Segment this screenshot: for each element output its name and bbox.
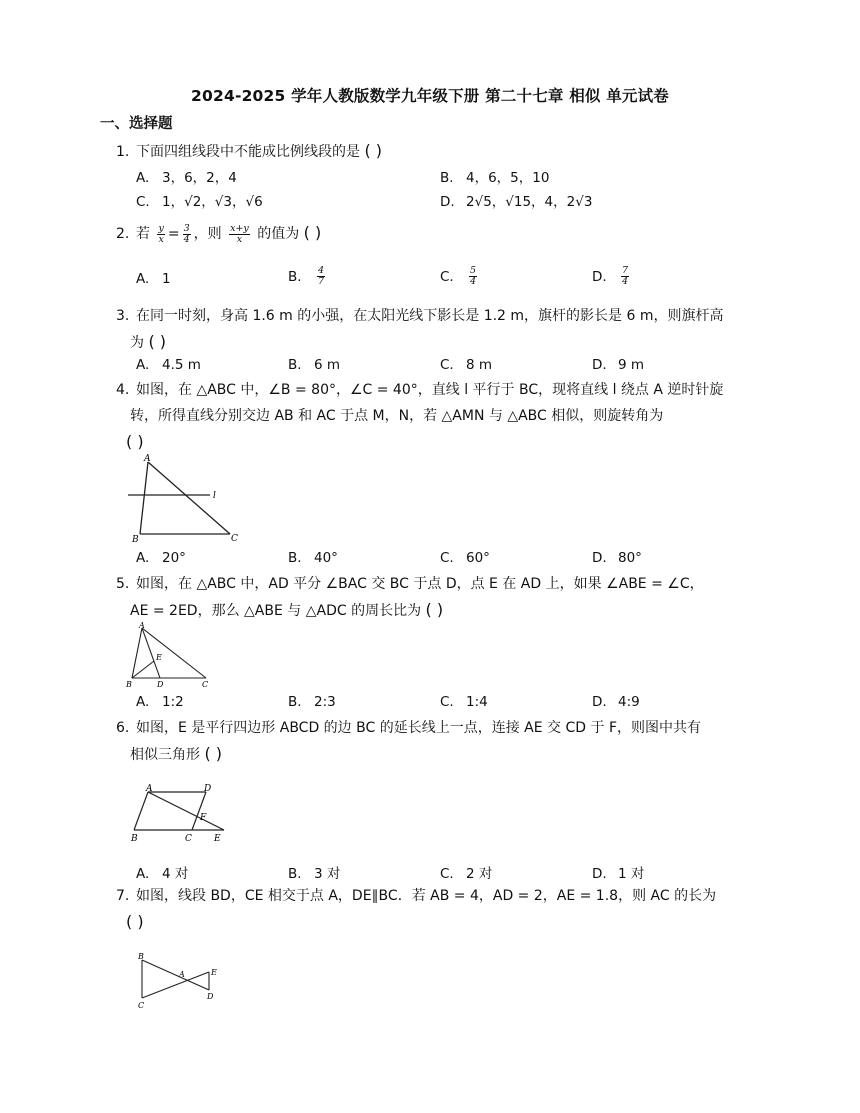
option-a[interactable]: A. 20° <box>136 550 186 566</box>
option-d[interactable]: D. 80° <box>592 550 642 566</box>
option-c[interactable]: C. 8 m <box>440 357 493 373</box>
question-text: 下面四组线段中不能成比例线段的是 <box>136 144 360 160</box>
label-f: F <box>200 813 207 823</box>
label-a: A <box>144 454 151 464</box>
fraction-xy-over-x: $\frac{x+y}{x}$ <box>230 222 249 245</box>
figure-q6-parallelogram <box>128 780 232 844</box>
option-d[interactable]: D. $\frac{7}{4}$ <box>592 265 629 287</box>
section-heading: 一、选择题 <box>100 116 173 132</box>
label-b: B <box>138 952 144 961</box>
option-a[interactable]: A. 3，6，2，4 <box>136 170 237 186</box>
option-a[interactable]: A. 1 <box>136 271 171 287</box>
question-number: 5. <box>116 576 130 592</box>
question-number: 6. <box>116 720 130 736</box>
option-b[interactable]: B. 4，6，5，10 <box>440 170 550 186</box>
label-b: B <box>132 535 139 544</box>
option-b[interactable]: B. 3 对 <box>288 866 341 882</box>
fraction-y-over-x: $\frac{y}{x}$ <box>158 222 164 245</box>
label-d: D <box>204 784 212 794</box>
answer-blank: ( ) <box>364 141 383 160</box>
option-a[interactable]: A. 1:2 <box>136 694 184 710</box>
label-e: E <box>211 968 217 977</box>
option-c[interactable]: C. 1，√2，√3，√6 <box>136 194 263 210</box>
question-number: 2. <box>116 226 130 242</box>
question-number: 4. <box>116 382 130 398</box>
label-c: C <box>185 834 192 844</box>
label-c: C <box>202 680 209 689</box>
question-6: 6. 如图，E 是平行四边形 ABCD 的边 BC 的延长线上一点，连接 AE 交 CD 于 F，则图中共有 相似三角形 ( ) <box>116 715 766 768</box>
option-b[interactable]: B. 40° <box>288 550 338 566</box>
answer-blank: ( ) <box>425 600 444 619</box>
label-l: l <box>213 491 216 501</box>
label-c: C <box>138 1001 145 1010</box>
figure-q7-crossing <box>132 948 224 1012</box>
label-b: B <box>126 680 132 689</box>
option-b[interactable]: B. 6 m <box>288 357 341 373</box>
label-b: B <box>131 834 138 844</box>
option-a[interactable]: A. 4.5 m <box>136 357 201 373</box>
figure-q4-triangle <box>126 452 246 544</box>
option-d[interactable]: D. 4:9 <box>592 694 640 710</box>
option-c[interactable]: C. 1:4 <box>440 694 488 710</box>
question-3: 3. 在同一时刻，身高 1.6 m 的小强，在太阳光线下影长是 1.2 m，旗杆的影长是 6 m，则旗杆高 为 ( ) <box>116 303 766 356</box>
label-e: E <box>156 653 162 662</box>
option-c[interactable]: C. 2 对 <box>440 866 493 882</box>
option-c[interactable]: C. 60° <box>440 550 490 566</box>
answer-blank: ( ) <box>303 223 322 242</box>
question-2: 2. 若 $\frac{y}{x}$ = $\frac{3}{4}$ ，则 $\frac{x+y}{x}$ 的值为 ( ) <box>116 220 766 247</box>
question-4: 4. 如图，在 △ABC 中，∠B = 80°，∠C = 40°，直线 l 平行于 BC，现将直线 l 绕点 A 逆时针旋 转，所得直线分别交边 AB 和 AC 于点 M，N，若 △AMN 与 △ABC 相似，则旋转角为 ( ) <box>116 377 766 456</box>
question-5: 5. 如图，在 △ABC 中，AD 平分 ∠BAC 交 BC 于点 D，点 E 在 AD 上，如果 ∠ABE = ∠C， AE = 2ED，那么 △ABE 与 △ADC 的周长比为 ( ) <box>116 571 766 624</box>
option-a[interactable]: A. 4 对 <box>136 866 189 882</box>
label-d: D <box>207 992 214 1001</box>
option-d[interactable]: D. 9 m <box>592 357 645 373</box>
answer-blank: ( ) <box>126 432 144 451</box>
answer-blank: ( ) <box>126 912 144 931</box>
label-e: E <box>214 834 221 844</box>
question-number: 3. <box>116 308 130 324</box>
option-d[interactable]: D. 2√5，√15，4，2√3 <box>440 194 593 210</box>
question-7: 7. 如图，线段 BD，CE 相交于点 A，DE∥BC．若 AB = 4，AD = 2，AE = 1.8，则 AC 的长为 ( ) <box>116 883 766 936</box>
option-d[interactable]: D. 1 对 <box>592 866 645 882</box>
answer-blank: ( ) <box>148 332 167 351</box>
label-a: A <box>179 970 185 979</box>
figure-q5-triangle <box>124 620 216 690</box>
label-c: C <box>231 534 238 544</box>
label-a: A <box>146 784 153 794</box>
label-d: D <box>157 680 164 689</box>
page-title: 2024-2025 学年人教版数学九年级下册 第二十七章 相似 单元试卷 <box>191 87 669 105</box>
answer-blank: ( ) <box>204 744 223 763</box>
fraction-3-over-4: $\frac{3}{4}$ <box>183 222 190 245</box>
label-a: A <box>139 621 145 630</box>
option-c[interactable]: C. $\frac{5}{4}$ <box>440 265 477 287</box>
question-number: 7. <box>116 888 130 904</box>
option-b[interactable]: B. $\frac{4}{7}$ <box>288 265 325 287</box>
option-b[interactable]: B. 2:3 <box>288 694 336 710</box>
question-1 <box>116 138 766 165</box>
question-number: 1. <box>116 144 130 160</box>
